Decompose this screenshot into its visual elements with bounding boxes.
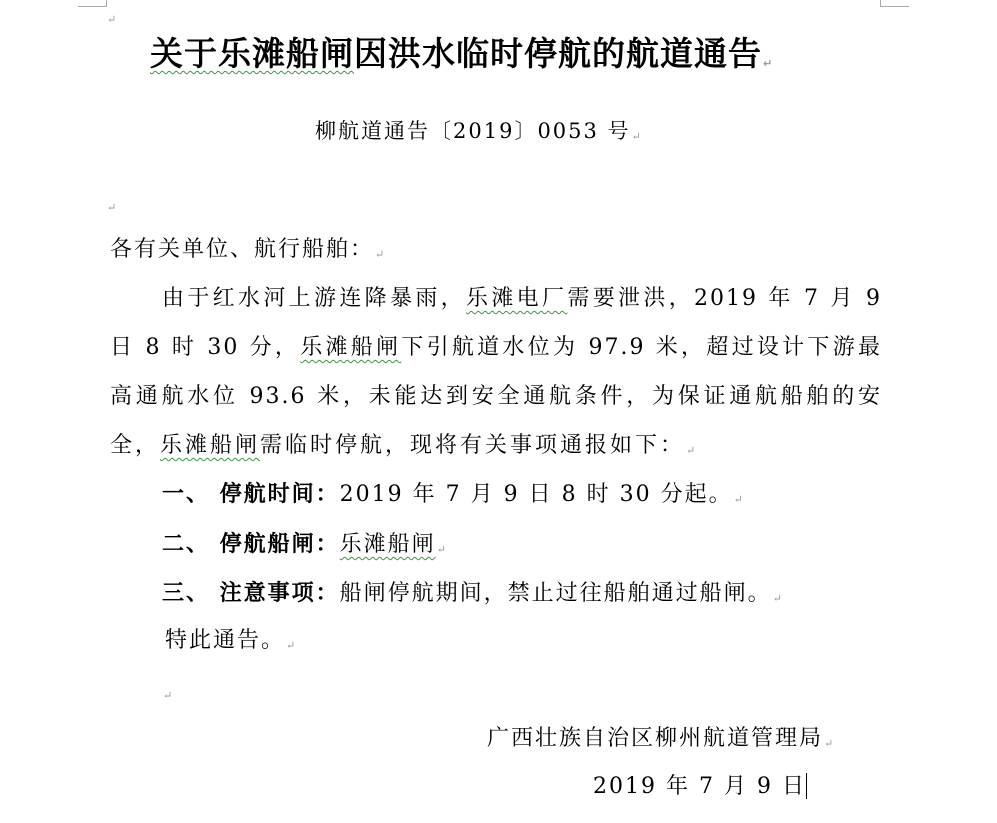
list-item-stopped-lock: 二、 停航船闸：乐滩船闸↵ [162, 531, 446, 557]
document-number: 柳航道通告〔2019〕0053 号↵ [315, 119, 641, 143]
body-line-3: 高通航水位 93.6 米，未能达到安全通航条件，为保证通航船舶的安 [110, 384, 882, 409]
body-line-1: 由于红水河上游连降暴雨，乐滩电厂需要泄洪，2019 年 7 月 9 [162, 286, 882, 311]
empty-paragraph: ↵ [163, 689, 173, 702]
body-line-4: 全，乐滩船闸需临时停航，现将有关事项通报如下：↵ [110, 433, 696, 458]
list-item-notes: 三、 注意事项：船闸停航期间，禁止过往船舶通过船闸。↵ [162, 580, 782, 606]
salutation: 各有关单位、航行船舶：↵ [110, 237, 385, 262]
signature: 广西壮族自治区柳州航道管理局↵ [487, 726, 834, 751]
list-item-stop-time: 一、 停航时间：2019 年 7 月 9 日 8 时 30 分起。↵ [162, 481, 743, 507]
text-cursor [806, 773, 807, 799]
empty-paragraph: ↵ [107, 201, 117, 214]
margin-corner-right [880, 0, 909, 7]
margin-corner-left [78, 0, 107, 7]
document-title: 关于乐滩船闸因洪水临时停航的航道通告↵ [150, 34, 773, 73]
date: 2019 年 7 月 9 日 [593, 774, 806, 799]
body-line-2: 日 8 时 30 分，乐滩船闸下引航道水位为 97.9 米，超过设计下游最 [110, 335, 882, 360]
empty-paragraph: ↵ [107, 13, 117, 26]
closing: 特此通告。↵ [165, 628, 296, 653]
